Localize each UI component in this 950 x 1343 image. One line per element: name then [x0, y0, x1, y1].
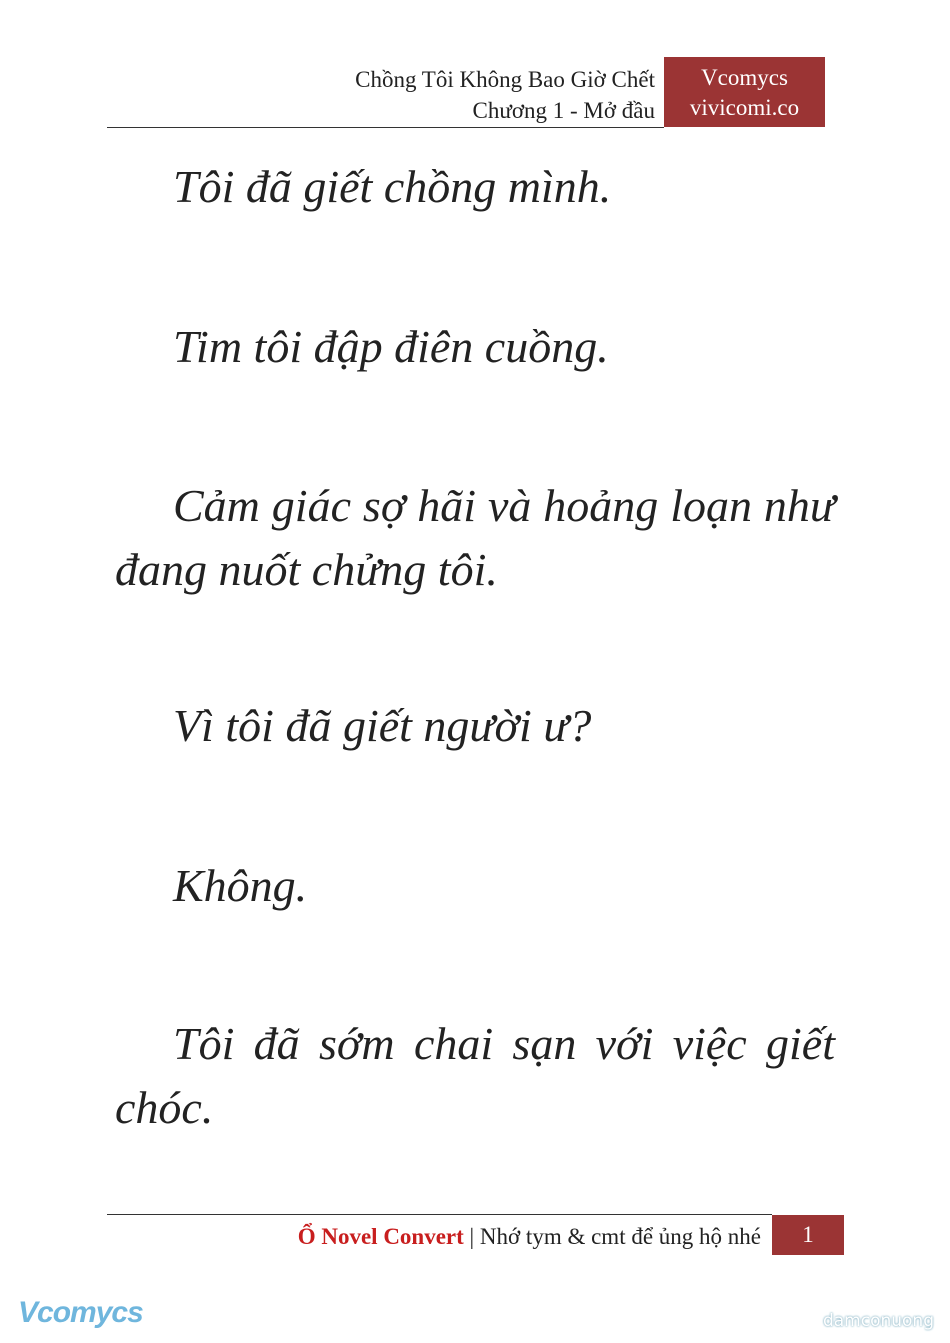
footer-line: [298, 1222, 761, 1252]
footer-message: | Nhớ tym & cmt để ủng hộ nhé: [469, 1224, 761, 1249]
paragraph-5: Không.: [173, 860, 308, 911]
page-number: 1: [772, 1215, 844, 1255]
brand-badge: [664, 57, 825, 127]
paragraph-4: Vì tôi đã giết người ư?: [173, 700, 592, 751]
running-header: [355, 64, 655, 126]
paragraph-6: Tôi đã sớm chai sạn với việc giết chóc.: [115, 1018, 835, 1133]
watermark-text: damconuong: [822, 1311, 934, 1331]
footer-divider: [107, 1214, 772, 1215]
paragraph-3: Cảm giác sợ hãi và hoảng loạn như đang nuốt chửng tôi.: [115, 480, 835, 595]
book-title: Chồng Tôi Không Bao Giờ Chết: [355, 67, 655, 92]
chapter-title: Chương 1 - Mở đầu: [472, 98, 655, 123]
footer-brand: Ổ Novel Convert: [297, 1224, 464, 1249]
brand-site: vivicomi.co: [689, 95, 800, 120]
paragraph-1: Tôi đã giết chồng mình.: [173, 161, 612, 212]
watermark-logo: Vcomycs: [18, 1296, 143, 1329]
header-divider: [107, 127, 664, 128]
paragraph-2: Tim tôi đập điên cuồng.: [173, 321, 609, 372]
brand-name: Vcomycs: [701, 65, 788, 90]
